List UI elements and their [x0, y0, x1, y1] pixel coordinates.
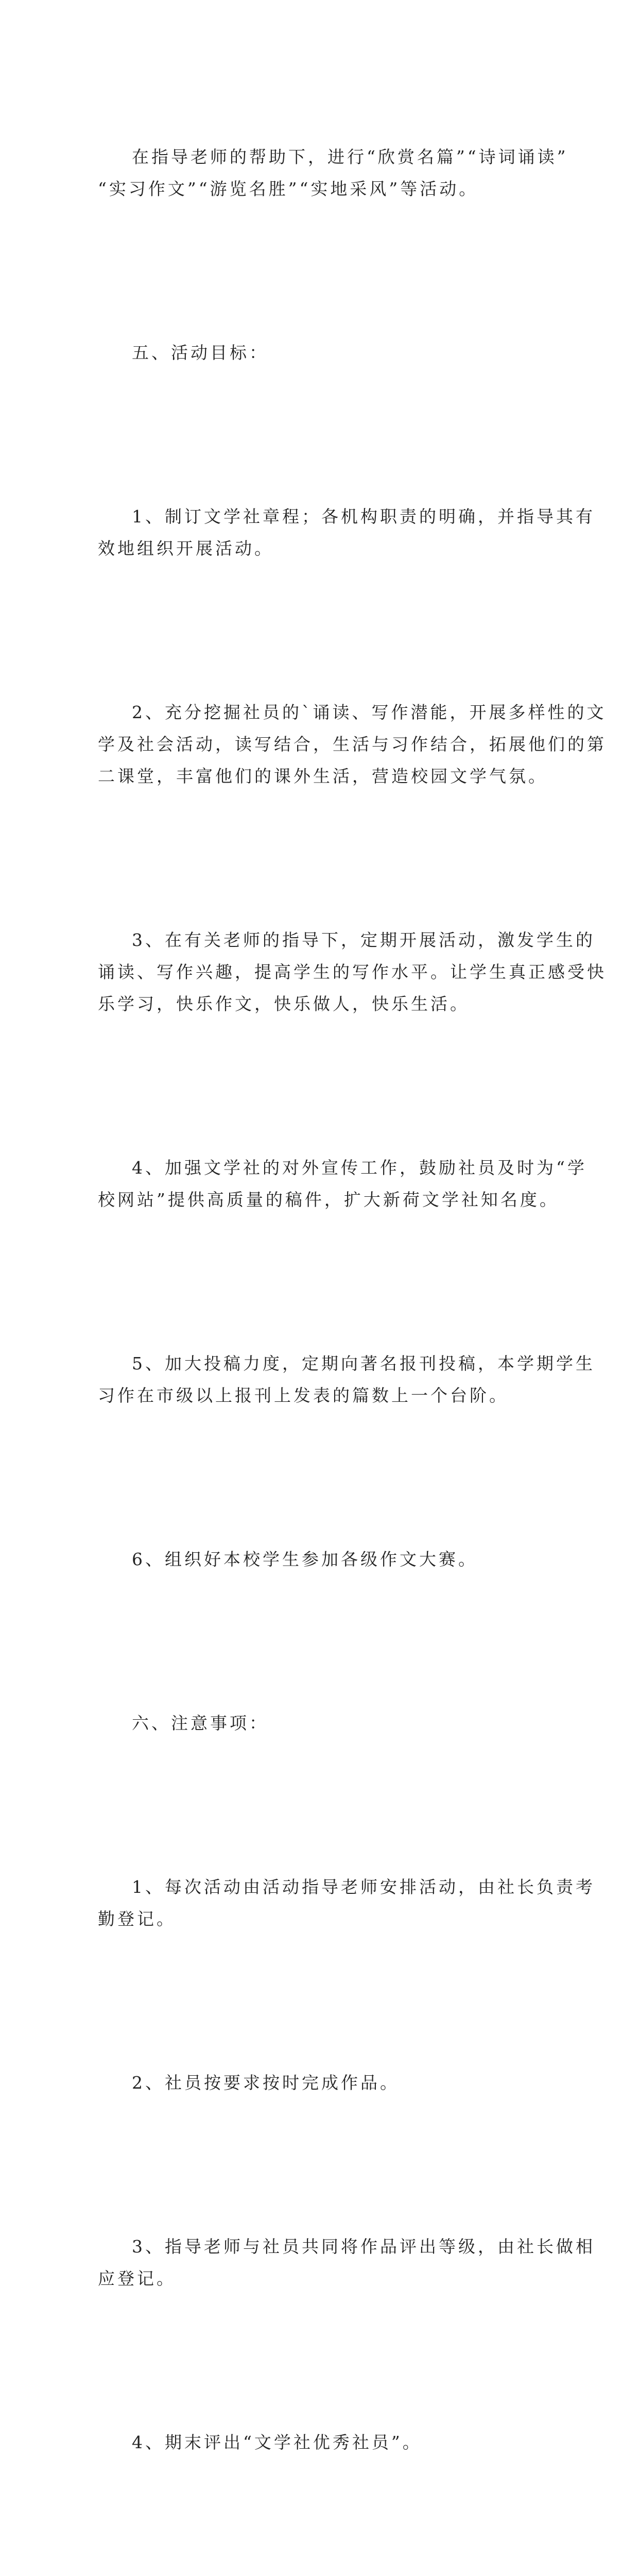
list-item-goal-4 — [98, 1088, 587, 1280]
text-line: 勤登记。 — [98, 1909, 176, 1929]
text-line: 4、期末评出“文学社优秀社员”。 — [132, 2432, 422, 2452]
text-line: 校网站”提供高质量的稿件，扩大新荷文学社知名度。 — [98, 1190, 559, 1210]
text-line: 2、社员按要求按时完成作品。 — [132, 2073, 400, 2093]
list-item-note-4 — [98, 2363, 546, 2522]
text-line: 诵读、写作兴趣，提高学生的写作水平。让学生真正感受快 — [98, 962, 607, 982]
text-line: 应登记。 — [98, 2268, 176, 2289]
list-item-goal-2 — [98, 633, 607, 856]
paragraph-activities-intro — [98, 77, 568, 269]
text-line: 3、在有关老师的指导下，定期开展活动，激发学生的 — [132, 930, 595, 950]
text-line: 在指导老师的帮助下，进行“欣赏名篇”“诗词诵读” — [132, 147, 568, 167]
text-line: 1、制订文学社章程；各机构职责的明确，并指导其有 — [132, 506, 595, 527]
text-line: 乐学习，快乐作文，快乐做人，快乐生活。 — [98, 994, 470, 1014]
text-line: 4、加强文学社的对外宣传工作，鼓励社员及时为“学 — [132, 1158, 587, 1178]
text-line: 6、组织好本校学生参加各级作文大赛。 — [132, 1549, 478, 1569]
list-item-goal-5 — [98, 1284, 595, 1476]
section-heading-notes — [98, 1643, 546, 1803]
list-item-note-1 — [98, 1807, 595, 1999]
list-item-goal-6 — [98, 1480, 546, 1639]
text-line: 3、指导老师与社员共同将作品评出等级，由社长做相 — [132, 2236, 595, 2257]
document-body — [98, 77, 607, 2576]
section-heading-goals — [98, 273, 546, 433]
list-item-goal-3 — [98, 860, 607, 1084]
text-line: 五、活动目标： — [132, 343, 269, 363]
text-line: “实习作文”“游览名胜”“实地采风”等活动。 — [98, 179, 479, 199]
text-line: 习作在市级以上报刊上发表的篇数上一个台阶。 — [98, 1385, 509, 1405]
list-item-goal-1 — [98, 437, 595, 629]
list-item-note-3 — [98, 2167, 595, 2359]
text-line: 学及社会活动，读写结合，生活与习作结合，拓展他们的第 — [98, 734, 607, 754]
text-line: 2、充分挖掘社员的`诵读、写作潜能，开展多样性的文 — [132, 702, 607, 722]
text-line: 效地组织开展活动。 — [98, 538, 274, 558]
list-item-note-2 — [98, 2003, 546, 2163]
text-line: 六、注意事项： — [132, 1713, 269, 1733]
text-line: 二课堂，丰富他们的课外生活，营造校园文学气氛。 — [98, 766, 548, 786]
text-line: 5、加大投稿力度，定期向著名报刊投稿，本学期学生 — [132, 1353, 595, 1374]
text-line: 1、每次活动由活动指导老师安排活动，由社长负责考 — [132, 1877, 595, 1897]
paragraph-guiding-thought — [98, 2527, 546, 2576]
